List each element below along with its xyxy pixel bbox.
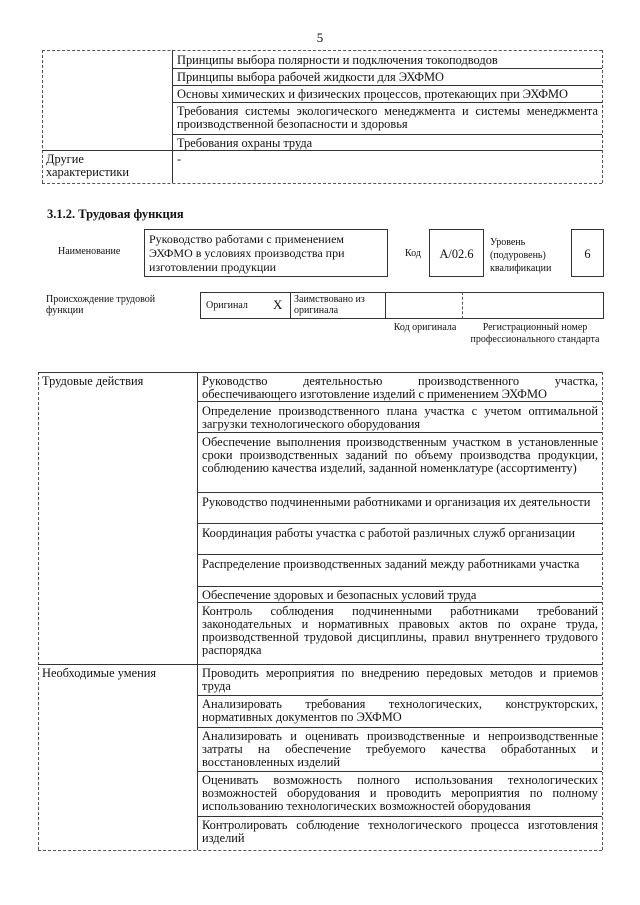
labor-action-item: Определение производственного плана участка с учетом оптимальной загрузки технологического оборудования xyxy=(202,404,598,431)
skills-label: Необходимые умения xyxy=(42,666,157,680)
code-value: А/02.6 xyxy=(439,247,474,261)
skill-item: Анализировать и оценивать производственные и непроизводственные затраты на обеспечение требуемого качества обработанных и восстановленных изделий xyxy=(202,729,598,769)
level-value: 6 xyxy=(584,247,591,261)
labor-action-item: Руководство деятельностью производственного участка, обеспечивающего изготовление изделий с применением ЭХФМО xyxy=(202,374,598,401)
section-title: 3.1.2. Трудовая функция xyxy=(47,207,184,221)
code-caption: Код оригинала xyxy=(393,322,457,333)
knowledge-item: Требования охраны труда xyxy=(177,136,313,150)
skill-item: Анализировать требования технологических, конструкторских, нормативных документов по ЭХФМО xyxy=(202,697,598,724)
name-value: Руководство работами с применением ЭХФМО в условиях производства при изготовлении продукции xyxy=(149,232,345,274)
code-label: Код xyxy=(405,248,421,259)
labor-action-item: Распределение производственных заданий между работниками участка xyxy=(202,557,580,571)
labor-action-item: Контроль соблюдения подчиненными работниками требований законодательных и нормативных правовых актов по охране труда, производственной трудовой дисциплины, правил внутреннего трудового распорядка xyxy=(202,604,598,657)
level-label: Уровень (подуровень) квалификации xyxy=(490,237,552,274)
origin-label: Происхождение трудовой функции xyxy=(46,294,156,316)
other-characteristics-label: Другие характеристики xyxy=(46,152,130,179)
labor-action-item: Обеспечение здоровых и безопасных условий труда xyxy=(202,588,477,602)
knowledge-item: Принципы выбора полярности и подключения токоподводов xyxy=(177,53,498,67)
page-number: 5 xyxy=(316,30,324,45)
origin-box xyxy=(200,292,604,319)
original-label: Оригинал xyxy=(206,300,248,311)
labor-action-item: Руководство подчиненными работниками и организация их деятельности xyxy=(202,495,591,509)
knowledge-item: Принципы выбора рабочей жидкости для ЭХФМО xyxy=(177,70,445,84)
knowledge-item: Требования системы экологического менеджмента и системы менеджмента производственной безопасности и здоровья xyxy=(177,104,598,131)
skill-item: Оценивать возможность полного использования технологических возможностей оборудования и проводить мероприятия по полному использованию технологических возможностей оборудования xyxy=(202,773,598,813)
original-mark: X xyxy=(273,297,283,312)
borrowed-label: Заимствовано из оригинала xyxy=(294,294,365,316)
skill-item: Контролировать соблюдение технологического процесса изготовления изделий xyxy=(202,818,598,845)
reg-caption: Регистрационный номер профессионального стандарта xyxy=(470,322,600,345)
other-characteristics-value: - xyxy=(177,152,182,166)
knowledge-item: Основы химических и физических процессов, протекающих при ЭХФМО xyxy=(177,87,568,101)
labor-actions-label: Трудовые действия xyxy=(42,374,144,388)
name-label: Наименование xyxy=(58,246,121,257)
labor-action-item: Координация работы участка с работой различных служб организации xyxy=(202,526,576,540)
labor-action-item: Обеспечение выполнения производственным участком в установленные сроки производственных заданий по объему производства продукции, соблюдению качества изделий, заданной номенклатуре (ассортименту) xyxy=(202,435,598,475)
skill-item: Проводить мероприятия по внедрению передовых методов и приемов труда xyxy=(202,666,598,693)
